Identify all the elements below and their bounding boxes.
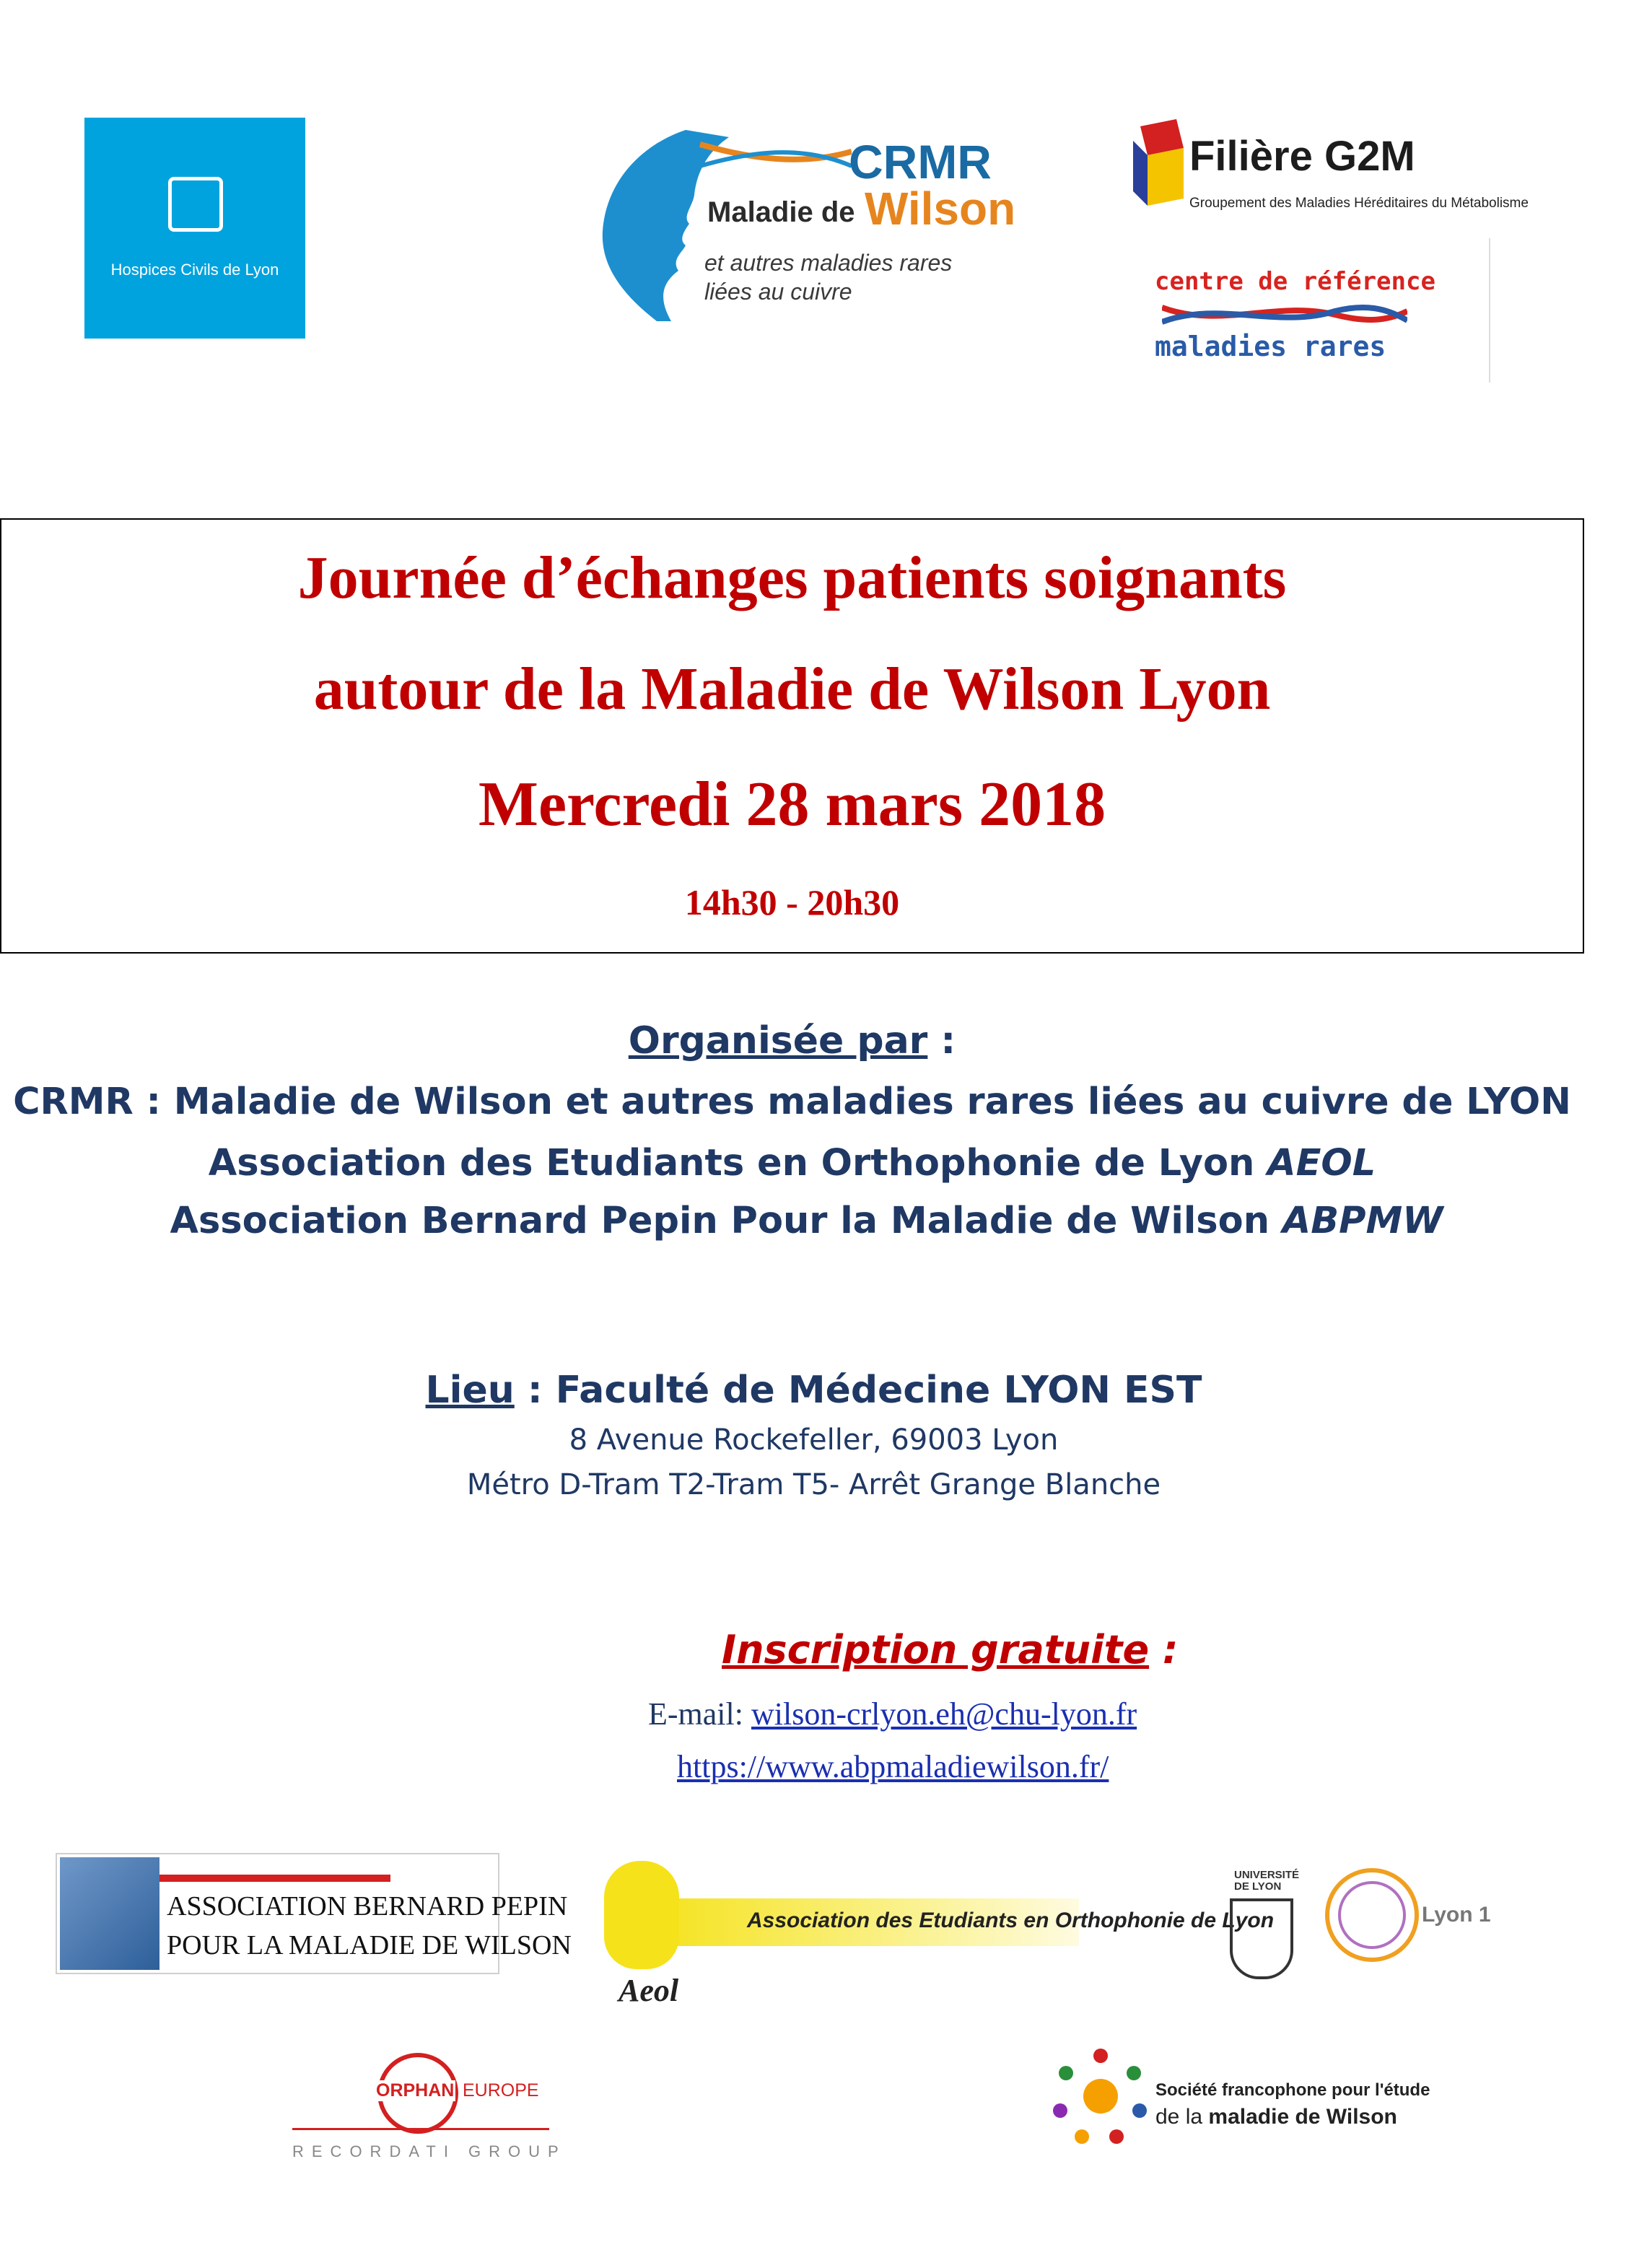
sfe-line2-bold: maladie de Wilson (1208, 2105, 1397, 2129)
crmr-name-highlight: Wilson (865, 183, 1016, 235)
event-hours: 14h30 - 20h30 (684, 882, 900, 922)
registration-heading-suffix: : (1149, 1627, 1179, 1672)
crmr-acronym: CRMR (849, 135, 992, 188)
hcl-logo (84, 118, 305, 339)
event-title-line2: autour de la Maladie de Wilson Lyon (313, 655, 1271, 723)
red-bar (159, 1875, 390, 1882)
abpmw-logo-line2: POUR LA MALADIE DE WILSON (167, 1930, 572, 1960)
universite-lyon-logo (1227, 1870, 1299, 1985)
sfe-line2-prefix: de la (1155, 2105, 1203, 2129)
organiser-abpmw (0, 1200, 1584, 1242)
lion-shield-icon (1230, 1898, 1293, 1979)
abpmw-logo (56, 1853, 572, 1974)
spiral-inner-icon (1338, 1881, 1406, 1949)
ribbon-icon (1162, 300, 1407, 329)
sfe-line2 (1155, 2105, 1397, 2129)
abpmw-logo-line1: ASSOCIATION BERNARD PEPIN (167, 1891, 568, 1922)
organiser-aeol-abbr: AEOL (1267, 1142, 1376, 1185)
centre-reference-logo (1140, 260, 1443, 375)
orphan-europe-logo (292, 2043, 567, 2165)
venue-address: 8 Avenue Rockefeller, 69003 Lyon (569, 1423, 1059, 1457)
venue-heading (0, 1369, 1584, 1412)
event-date: Mercredi 28 mars 2018 (478, 769, 1106, 839)
organiser-aeol-text: Association des Etudiants en Orthophonie de Lyon (208, 1142, 1268, 1185)
orphan-rule (292, 2128, 549, 2130)
event-title-line1: Journée d’échanges patients soignants (297, 544, 1287, 611)
orphan-word: ORPHAN (376, 2080, 455, 2101)
universite-lyon-text: UNIVERSITÉ DE LYON (1234, 1869, 1300, 1893)
crmr-tagline-2: liées au cuivre (704, 279, 852, 305)
organisers-heading-suffix: : (927, 1019, 956, 1063)
g2m-name: Filière G2M (1189, 133, 1415, 180)
organiser-abpmw-text: Association Bernard Pepin Pour la Maladie de Wilson (170, 1200, 1282, 1242)
cat-face-icon (604, 1861, 679, 1969)
divider (1489, 238, 1490, 383)
venue-name: : Faculté de Médecine LYON EST (514, 1369, 1202, 1412)
aeol-tagline: Association des Etudiants en Orthophonie de Lyon (747, 1909, 1275, 1932)
ucbl-logo (1325, 1868, 1498, 1969)
email-link[interactable]: wilson-crlyon.eh@chu-lyon.fr (751, 1696, 1137, 1732)
orphan-region: EUROPE (463, 2080, 539, 2101)
sfe-wilson-logo (1050, 2043, 1430, 2158)
centre-reference-line2: maladies rares (1155, 331, 1386, 362)
organiser-crmr: CRMR : Maladie de Wilson et autres maladies rares liées au cuivre de LYON (13, 1081, 1571, 1123)
crmr-tagline-1: et autres maladies rares (704, 250, 953, 276)
face-profile-icon (60, 1857, 159, 1970)
sfe-line1: Société francophone pour l'étude (1155, 2080, 1430, 2100)
website-link[interactable]: https://www.abpmaladiewilson.fr/ (677, 1749, 1109, 1784)
hcl-logo-label: Hospices Civils de Lyon (110, 261, 279, 279)
organisers-heading (0, 1019, 1584, 1063)
organiser-aeol (0, 1142, 1584, 1185)
crmr-logo (563, 115, 1025, 332)
registration-heading (722, 1627, 1178, 1672)
organisers-heading-label: Organisée par (628, 1019, 928, 1063)
crmr-name-prefix: Maladie de (707, 196, 855, 228)
g2m-logo (1133, 119, 1529, 227)
venue-label: Lieu (425, 1369, 515, 1412)
venue-transport: Métro D-Tram T2-Tram T5- Arrêt Grange Blanche (466, 1468, 1161, 1501)
microscope-icon (168, 177, 223, 232)
g2m-cube-icon (1133, 119, 1191, 227)
centre-reference-line1: centre de référence (1155, 267, 1435, 296)
organiser-abpmw-abbr: ABPMW (1282, 1200, 1443, 1242)
g2m-subtitle: Groupement des Maladies Héréditaires du Métabolisme (1189, 196, 1529, 211)
registration-email-row (648, 1696, 1137, 1732)
people-circle-icon (1050, 2046, 1151, 2147)
registration-heading-label: Inscription gratuite (722, 1627, 1150, 1672)
ucbl-text: Lyon 1 (1422, 1903, 1491, 1927)
email-label: E-mail: (648, 1696, 751, 1732)
orphan-group: RECORDATI GROUP (292, 2142, 567, 2160)
aeol-wordmark: Aeol (619, 1973, 679, 2008)
